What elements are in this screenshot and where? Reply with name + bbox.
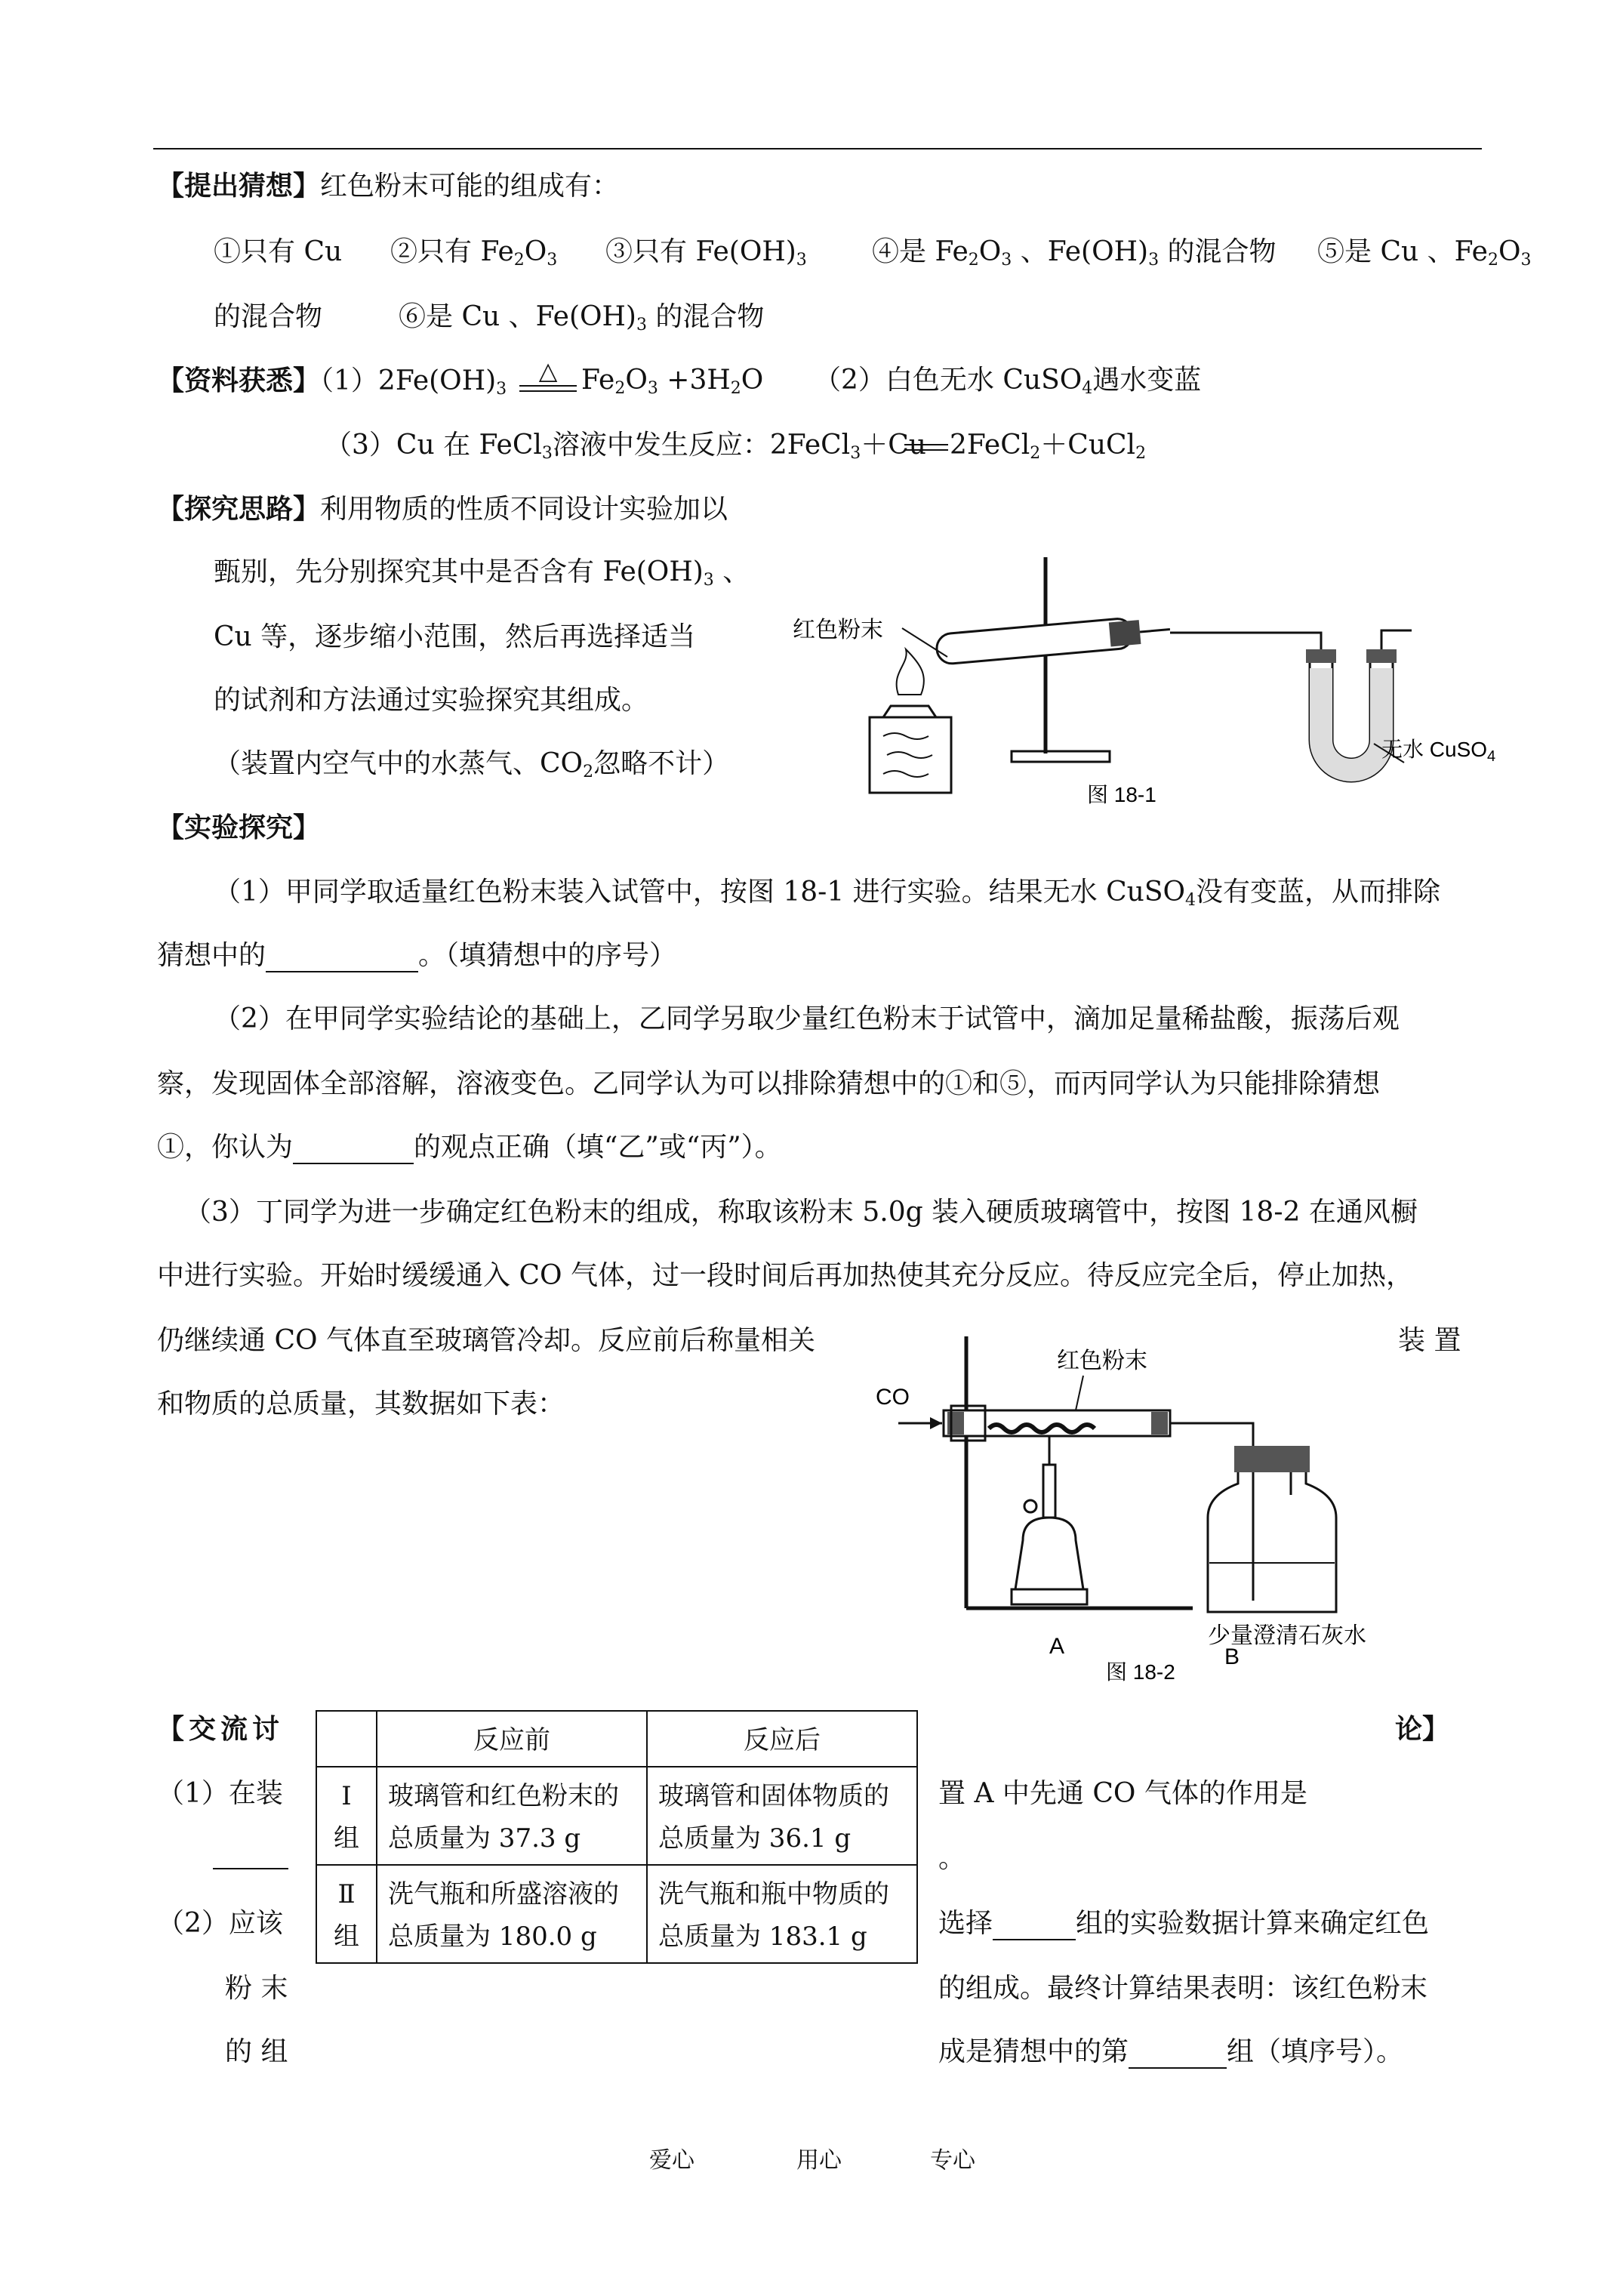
answer-blank-2[interactable] bbox=[293, 1136, 414, 1164]
hypothesis-option-3: ③只有 $Fe(OH)_3$ bbox=[605, 236, 807, 270]
answer-blank-1[interactable] bbox=[266, 944, 418, 972]
equals-sign-1 bbox=[519, 385, 577, 392]
bottle-stopper bbox=[1234, 1446, 1310, 1472]
approach-line-2: 甄别，先分别探究其中是否含有 $Fe(OH)_3$ 、 bbox=[214, 556, 750, 590]
experiment-p3-line3: 仍继续通 CO 气体直至玻璃管冷却。反应前后称量相关 bbox=[157, 1325, 815, 1356]
discussion-q1-left: （1）在装 bbox=[157, 1778, 283, 1809]
info-item-3-rhs: 2FeCl$_2$＋CuCl$_2$ bbox=[950, 430, 1147, 463]
discussion-q1-right: 置 A 中先通 CO 气体的作用是 bbox=[938, 1778, 1307, 1809]
experiment-p3-line3-right: 装 置 bbox=[1398, 1325, 1461, 1356]
hypothesis-option-4: ④是 $Fe_2O_3$ 、$Fe(OH)_3$ 的混合物 bbox=[872, 236, 1277, 270]
footer-word-2: 用心 bbox=[796, 2147, 842, 2174]
figure1-label-cuso4: 无水 CuSO$_4$ bbox=[1381, 738, 1496, 765]
experiment-p3-line1: （3）丁同学为进一步确定红色粉末的组成，称取该粉末 5.0g 装入硬质玻璃管中，按图 18-2 在通风橱 bbox=[184, 1197, 1418, 1228]
table-header-row bbox=[316, 1711, 917, 1767]
table-cell: 玻璃管和固体物质的总质量为 36.1 g bbox=[647, 1767, 917, 1865]
header-rule bbox=[153, 148, 1482, 149]
experiment-title: 【实验探究】 bbox=[157, 812, 321, 843]
footer-word-1: 爱心 bbox=[649, 2147, 694, 2174]
info-item-2: （2）白色无水 CuSO$_4$遇水变蓝 bbox=[814, 365, 1202, 398]
hypothesis-option-2: ②只有 $Fe_2O_3$ bbox=[390, 236, 558, 270]
table-cell: 洗气瓶和所盛溶液的总质量为 180.0 g bbox=[377, 1865, 647, 1963]
answer-blank-3[interactable] bbox=[213, 1868, 288, 1869]
figure2-label-a: A bbox=[1049, 1634, 1065, 1659]
experiment-p2-line1: （2）在甲同学实验结论的基础上，乙同学另取少量红色粉末于试管中，滴加足量稀盐酸，振荡后观 bbox=[214, 1003, 1400, 1034]
hypothesis-intro: 红色粉末可能的组成有： bbox=[320, 171, 620, 202]
discussion-title-left: 【交流讨 bbox=[157, 1713, 285, 1745]
discussion-title-right: 论】 bbox=[1395, 1713, 1450, 1745]
decomposition-condition: △ bbox=[538, 356, 558, 385]
hypothesis-line bbox=[157, 169, 619, 203]
approach-line-1: 【探究思路】利用物质的性质不同设计实验加以 bbox=[157, 493, 728, 525]
test-tube bbox=[935, 615, 1171, 665]
stand-base bbox=[1012, 751, 1110, 762]
table-group-cell: Ⅱ 组 bbox=[316, 1865, 377, 1963]
hypothesis-option-6: ⑥是 Cu 、$Fe(OH)_3$ 的混合物 bbox=[399, 301, 765, 334]
figure2-label-b: B bbox=[1224, 1644, 1240, 1669]
discussion-left-d: 的 组 bbox=[225, 2036, 288, 2067]
discussion-left-c: 粉 末 bbox=[225, 1973, 288, 2004]
figure1-caption: 图 18-1 bbox=[1087, 783, 1156, 806]
info-item-3: （3）Cu 在 FeCl$_3$溶液中发生反应：2FeCl$_3$＋Cu bbox=[325, 430, 926, 463]
table-cell: 玻璃管和红色粉末的总质量为 37.3 g bbox=[377, 1767, 647, 1865]
experiment-p3-line4: 和物质的总质量，其数据如下表： bbox=[157, 1388, 565, 1419]
figure-18-2 bbox=[876, 1314, 1419, 1684]
figure2-label-powder: 红色粉末 bbox=[1057, 1348, 1147, 1373]
approach-line-3: Cu 等，逐步缩小范围，然后再选择适当 bbox=[214, 621, 696, 652]
answer-blank-5[interactable] bbox=[1129, 2040, 1227, 2069]
figure2-label-co: CO bbox=[876, 1385, 910, 1410]
answer-blank-4[interactable] bbox=[993, 1912, 1076, 1940]
alcohol-burner bbox=[1015, 1518, 1083, 1589]
data-table bbox=[316, 1710, 918, 1964]
table-cell: 洗气瓶和瓶中物质的总质量为 183.1 g bbox=[647, 1865, 917, 1963]
approach-line-4: 的试剂和方法通过实验探究其组成。 bbox=[214, 685, 649, 716]
flame bbox=[897, 649, 924, 695]
table-row bbox=[316, 1865, 917, 1963]
info-line-1-rhs: $Fe_2O_3 +3H_2O$ bbox=[581, 365, 764, 398]
table-group-cell: Ⅰ 组 bbox=[316, 1767, 377, 1865]
wash-bottle bbox=[1208, 1472, 1336, 1612]
approach-line-5: （装置内空气中的水蒸气、$CO_2$忽略不计） bbox=[214, 748, 730, 781]
figure2-caption: 图 18-2 bbox=[1106, 1660, 1175, 1684]
hypothesis-line-2: 的混合物 bbox=[214, 301, 323, 332]
burner-tube bbox=[1043, 1465, 1055, 1518]
stopper bbox=[1109, 620, 1141, 646]
discussion-q1-end: 。 bbox=[938, 1843, 966, 1874]
table-header-cell: 反应前 bbox=[377, 1711, 647, 1767]
info-line-1: 【资料获悉】$(1)2Fe(OH)_3$ bbox=[157, 365, 507, 399]
hypothesis-option-1: ①只有 Cu bbox=[214, 236, 343, 267]
hypothesis-option-5: ⑤是 Cu 、$Fe_2O_3$ bbox=[1317, 236, 1532, 270]
experiment-p3-line2: 中进行实验。开始时缓缓通入 CO 气体，过一段时间后再加热使其充分反应。待反应完全后，停止加热， bbox=[157, 1260, 1413, 1291]
approach-title: 【探究思路】 bbox=[157, 493, 321, 525]
discussion-right-c: 的组成。最终计算结果表明：该红色粉末 bbox=[938, 1973, 1428, 2004]
discussion-right-d: 成是猜想中的第 组（填序号）。 bbox=[938, 2036, 1404, 2067]
figure-18-1 bbox=[778, 544, 1496, 808]
experiment-p1-line1: （1）甲同学取适量红色粉末装入试管中，按图 18-1 进行实验。结果无水 CuSO$_4$没有变蓝，从而排除 bbox=[214, 877, 1441, 910]
experiment-p2-line2: 察，发现固体全部溶解，溶液变色。乙同学认为可以排除猜想中的①和⑤，而丙同学认为只能排除猜想 bbox=[157, 1068, 1381, 1099]
hypothesis-title: 【提出猜想】 bbox=[157, 170, 321, 202]
table-row bbox=[316, 1767, 917, 1865]
info-title: 【资料获悉】 bbox=[157, 365, 321, 396]
figure1-label-powder: 红色粉末 bbox=[793, 618, 883, 643]
table-header-cell bbox=[316, 1711, 377, 1767]
footer-word-3: 专心 bbox=[930, 2147, 975, 2174]
discussion-q2-left: （2）应该 bbox=[157, 1908, 283, 1939]
figure2-label-limewater: 少量澄清石灰水 bbox=[1208, 1623, 1366, 1648]
experiment-p1-line2: 猜想中的 。（填猜想中的序号） bbox=[157, 940, 677, 971]
experiment-p2-line3: ①，你认为 的观点正确（填“乙”或“丙”）。 bbox=[157, 1132, 782, 1163]
discussion-q2-right: 选择 组的实验数据计算来确定红色 bbox=[938, 1908, 1430, 1939]
equals-sign-2 bbox=[904, 444, 948, 451]
table-header-cell: 反应后 bbox=[647, 1711, 917, 1767]
